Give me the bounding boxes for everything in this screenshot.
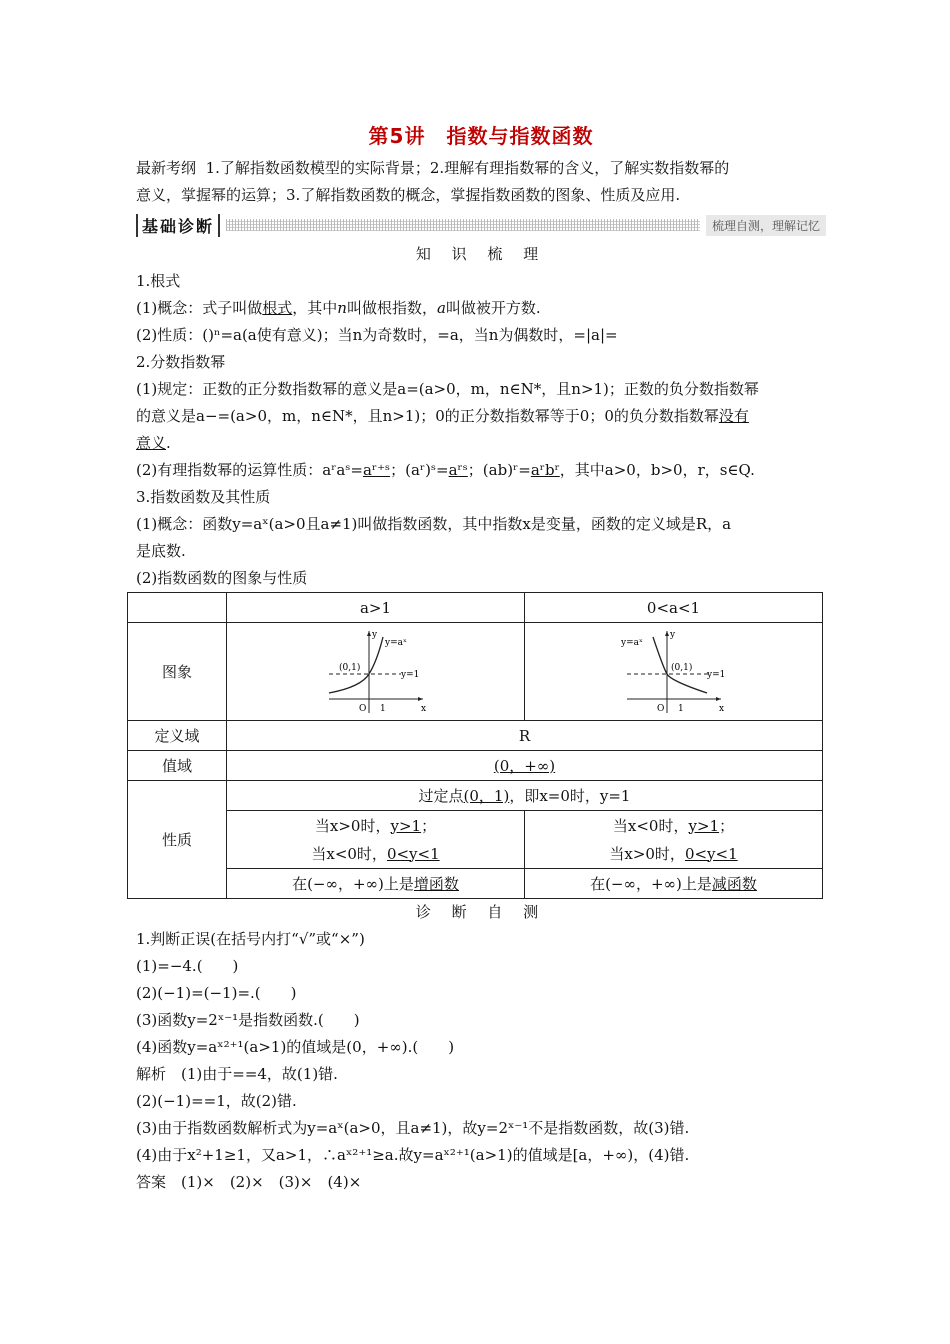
text: (1)概念：式子叫做: [136, 299, 263, 317]
s2-para-2: [136, 403, 826, 430]
underlined-answer: 0<y<1: [684, 844, 738, 863]
function-label: y=aˣ: [620, 637, 643, 648]
text: a: [436, 299, 446, 317]
col-header-a-gt-1: a>1: [227, 593, 525, 623]
props-decreasing: [525, 811, 823, 869]
exp-function-table: [127, 592, 823, 899]
text: 当x<0时，: [311, 844, 387, 863]
s2-para-4: [136, 457, 826, 484]
text: 叫做根指数，: [346, 299, 437, 317]
underlined-answer: aʳˢ: [448, 461, 468, 479]
origin-label: O: [358, 703, 366, 714]
underlined-answer: 0<y<1: [386, 844, 440, 863]
fixed-point: [227, 781, 823, 811]
question-4: (4)函数y=aˣ²⁺¹(a>1)的值域是(0，+∞).( ): [136, 1038, 455, 1056]
banner-right-text: 梳理自测，理解记忆: [706, 215, 826, 236]
tick-one-label: 1: [379, 703, 386, 714]
text: 叫做被开方数.: [445, 299, 541, 317]
s1-heading: 1.根式: [136, 272, 181, 290]
row-header-domain: 定义域: [128, 721, 227, 751]
text: n: [337, 299, 347, 317]
asymptote-label: y=1: [400, 669, 419, 680]
s3-para-2: 是底数.: [136, 542, 186, 560]
page-title: 第5讲 指数与指数函数: [368, 124, 594, 148]
row-header-range: 值域: [128, 751, 227, 781]
y-axis-label: y: [669, 629, 675, 640]
text: 当x<0时，: [612, 816, 689, 835]
text: ；: [719, 816, 735, 835]
underlined-answer: 没有: [718, 407, 749, 425]
increasing-graph: [321, 627, 431, 717]
s2-para-1: (1)规定：正数的正分数指数幂的意义是a=(a>0，m，n∈N*，且n>1)；正数的负分数指数幂: [136, 380, 759, 398]
decreasing-graph: [619, 627, 729, 717]
analysis-2: (2)(−1)==1，故(2)错.: [136, 1092, 297, 1110]
q-heading: 1.判断正误(在括号内打“√”或“×”): [136, 930, 365, 948]
row-header-props: 性质: [128, 781, 227, 899]
x-axis-label: x: [420, 703, 426, 714]
range-value: [227, 751, 823, 781]
section-banner: [136, 213, 826, 237]
asymptote-label: y=1: [706, 669, 725, 680]
document-page: [136, 120, 826, 1196]
x-axis-label: x: [718, 703, 724, 714]
point-label: (0,1): [338, 662, 360, 673]
question-1: (1)=−4.( ): [136, 957, 239, 975]
s3-heading: 3.指数函数及其性质: [136, 488, 271, 506]
text: ，其中: [292, 299, 338, 317]
underlined-answer: 增函数: [413, 875, 459, 893]
underlined-answer: (0，1): [463, 787, 510, 805]
text: 当x>0时，: [314, 816, 391, 835]
text: 的意义是a−=(a>0，m，n∈N*，且n>1)；0的正分数指数幂等于0；0的负分数指数幂: [136, 407, 719, 425]
s2-heading: 2.分数指数幂: [136, 353, 226, 371]
props-increasing: [227, 811, 525, 869]
answers: 答案 (1)× (2)× (3)× (4)×: [136, 1173, 362, 1191]
y-axis-label: y: [371, 629, 377, 640]
text: ，其中a>0，b>0，r，s∈Q.: [559, 461, 755, 479]
text: ；(aʳ)ˢ=: [390, 461, 449, 479]
analysis-4: (4)由于x²+1≥1，又a>1，∴aˣ²⁺¹≥a.故y=aˣ²⁺¹(a>1)的值域是[a，+∞)，(4)错.: [136, 1146, 690, 1164]
tick-one-label: 1: [677, 703, 684, 714]
section-heading-selftest: 诊 断 自 测: [415, 903, 547, 921]
text: (2)有理指数幂的运算性质：aʳaˢ=: [136, 461, 363, 479]
underlined-answer: aʳbʳ: [530, 461, 560, 479]
underlined-answer: (0，+∞): [493, 757, 556, 775]
intro-label: 最新考纲: [136, 159, 197, 177]
monotonic-increasing: [227, 869, 525, 899]
origin-label: O: [656, 703, 664, 714]
underlined-answer: aʳ⁺ˢ: [362, 461, 391, 479]
function-label: y=aˣ: [384, 637, 407, 648]
domain-value: R: [227, 721, 823, 751]
question-2: (2)(−1)=(−1)=.( ): [136, 984, 297, 1002]
analysis-1: 解析 (1)由于==4，故(1)错.: [136, 1065, 338, 1083]
intro-line-2: 意义，掌握幂的运算；3.了解指数函数的概念，掌握指数函数的图象、性质及应用.: [136, 186, 681, 204]
intro-line-1: [136, 155, 826, 182]
section-heading-knowledge: 知 识 梳 理: [415, 245, 547, 263]
banner-label: 基础诊断: [136, 214, 220, 237]
text: ，即x=0时，y=1: [509, 787, 631, 805]
underlined-answer: y>1: [688, 816, 720, 835]
underlined-answer: 意义: [136, 434, 167, 452]
text: ；: [421, 816, 437, 835]
s3-para-1: (1)概念：函数y=aˣ(a>0且a≠1)叫做指数函数，其中指数x是变量，函数的定义域是R，a: [136, 515, 732, 533]
underlined-answer: 根式: [262, 299, 293, 317]
s1-para-2: (2)性质：()ⁿ=a(a使有意义)；当n为奇数时，=a，当n为偶数时，=|a|=: [136, 326, 618, 344]
col-header-a-lt-1: 0<a<1: [525, 593, 823, 623]
point-label: (0,1): [670, 662, 692, 673]
analysis-3: (3)由于指数函数解析式为y=aˣ(a>0，且a≠1)，故y=2ˣ⁻¹不是指数函数，故(3)错.: [136, 1119, 690, 1137]
row-header-graph: 图象: [128, 623, 227, 721]
s1-para-1: [136, 295, 826, 322]
graph-cell-decreasing: [525, 623, 823, 721]
intro-text-1: 1.了解指数函数模型的实际背景；2.理解有理指数幂的含义，了解实数指数幂的: [205, 159, 730, 177]
monotonic-decreasing: [525, 869, 823, 899]
underlined-answer: y>1: [390, 816, 422, 835]
question-3: (3)函数y=2ˣ⁻¹是指数函数.( ): [136, 1011, 360, 1029]
graph-cell-increasing: [227, 623, 525, 721]
banner-dots: [226, 219, 700, 231]
text: 当x>0时，: [609, 844, 685, 863]
s3-para-3: (2)指数函数的图象与性质: [136, 569, 308, 587]
text: 在(−∞，+∞)上是: [292, 875, 414, 893]
text: ；(ab)ʳ=: [467, 461, 531, 479]
underlined-answer: 减函数: [711, 875, 757, 893]
s2-para-3: 意义.: [136, 434, 171, 452]
text: 过定点: [418, 787, 464, 805]
table-corner: [128, 593, 227, 623]
text: 在(−∞，+∞)上是: [590, 875, 712, 893]
